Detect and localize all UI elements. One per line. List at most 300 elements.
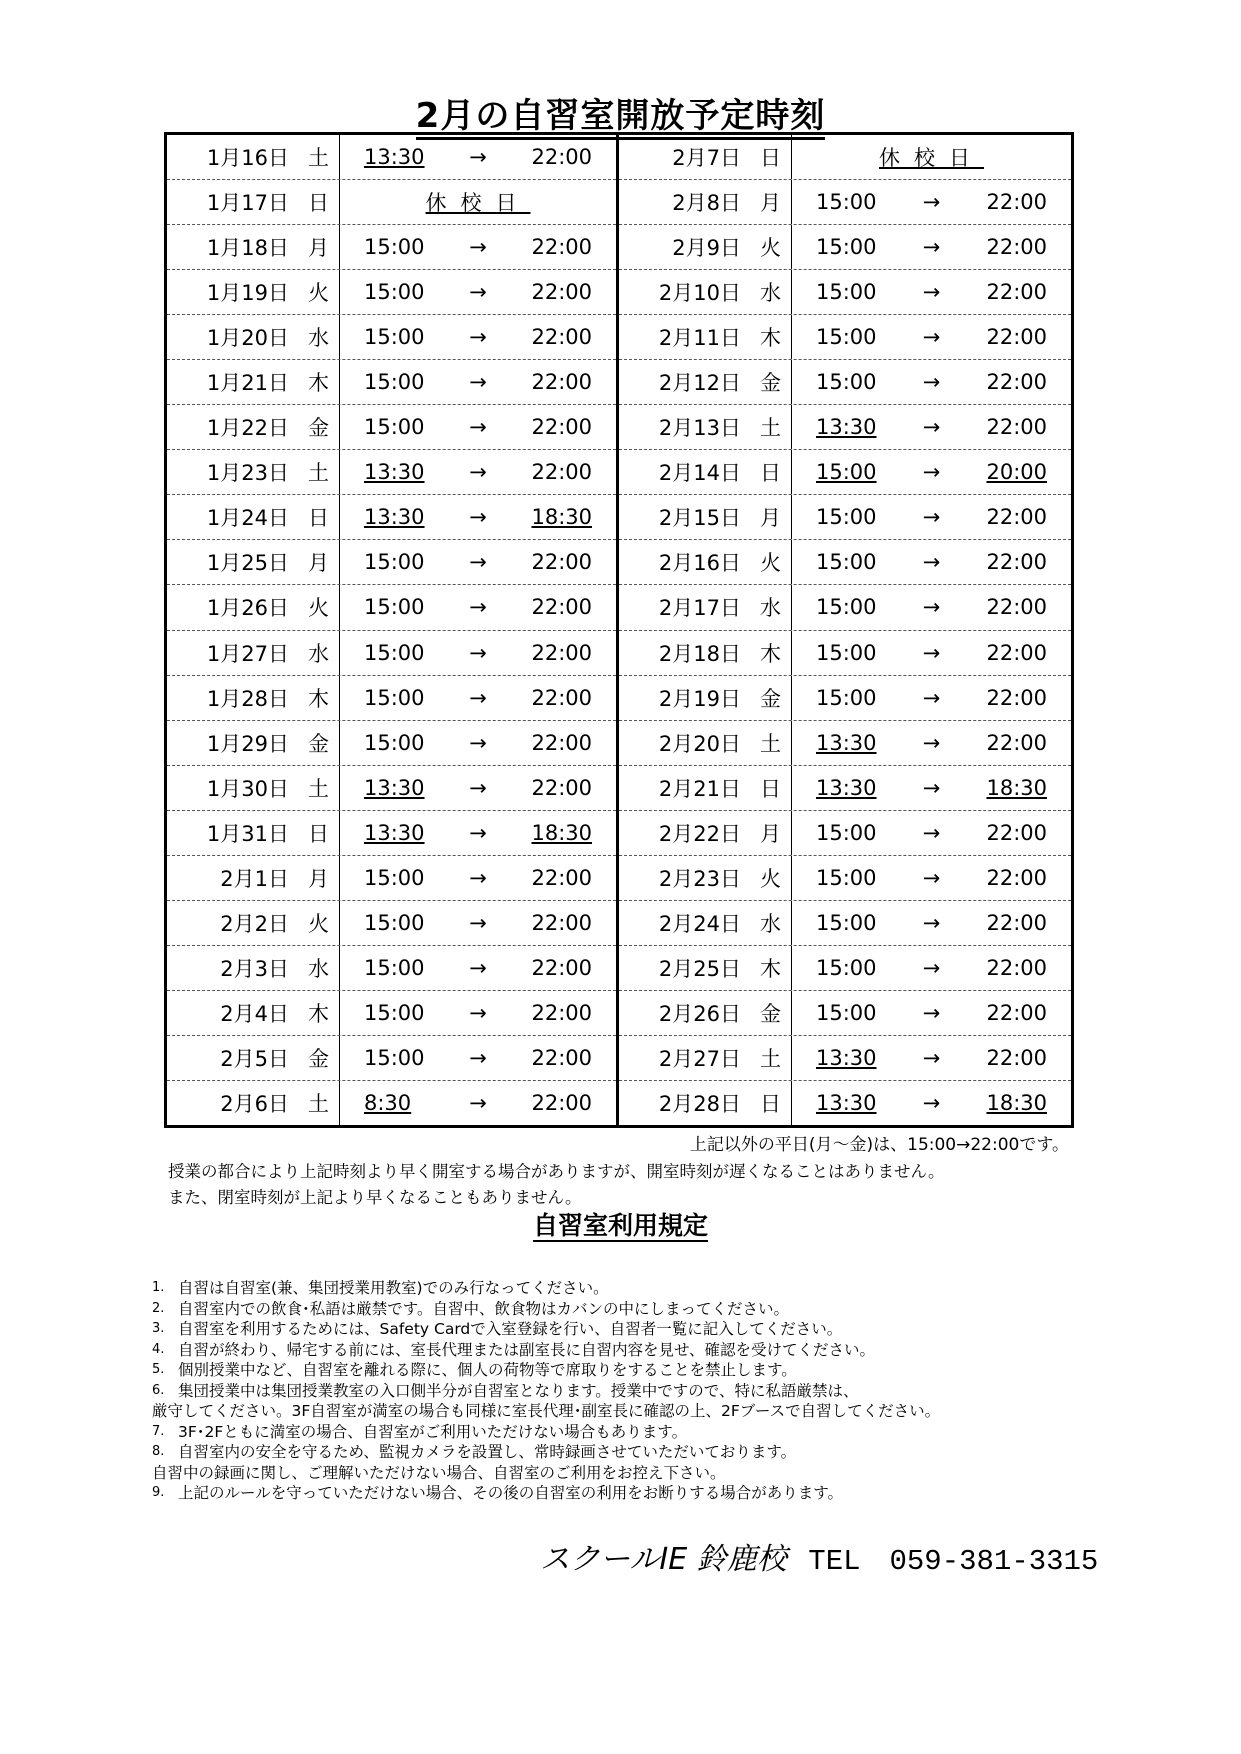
close-time-cell: [957, 550, 1047, 574]
holiday-text: 休校日: [425, 191, 531, 216]
close-time-cell: [502, 505, 592, 529]
schedule-row: [619, 135, 1071, 180]
date: 1月26日: [206, 596, 289, 621]
weekday: 水: [308, 326, 329, 351]
weekday: 日: [308, 191, 329, 216]
close-time-cell: [502, 550, 592, 574]
time-cell: [340, 415, 616, 439]
schedule-row: [619, 450, 1071, 495]
open-time: 15:00: [816, 1000, 877, 1025]
close-time-cell: [502, 911, 592, 935]
schedule-row: [167, 631, 616, 676]
close-time: 22:00: [986, 730, 1047, 755]
schedule-row: [167, 946, 616, 991]
open-time: 15:00: [364, 325, 425, 350]
weekday: 金: [308, 1046, 329, 1071]
open-time: 15:00: [816, 460, 877, 485]
arrow: →: [922, 910, 941, 935]
date: 2月7日: [672, 146, 741, 171]
close-time: 22:00: [986, 235, 1047, 260]
schedule-row: [619, 315, 1071, 360]
arrow: →: [469, 460, 487, 485]
page-title: 2月の自習室開放予定時刻: [0, 88, 1241, 137]
weekday: 木: [760, 326, 781, 351]
close-time-cell: [502, 370, 592, 394]
arrow: →: [469, 1045, 487, 1070]
close-time-cell: [957, 595, 1047, 619]
schedule-column-left: [167, 135, 619, 1125]
date-cell: [619, 946, 792, 990]
arrow: →: [922, 820, 941, 845]
date-cell: [619, 540, 792, 584]
schedule-row: [619, 676, 1071, 721]
close-time: 22:00: [531, 685, 592, 710]
weekday: 月: [760, 506, 781, 531]
close-time: 22:00: [531, 550, 592, 575]
rule-text: 上記のルールを守っていただけない場合、その後の自習室の利用をお断りする場合があります。: [178, 1484, 843, 1502]
close-time: 18:30: [531, 505, 592, 530]
arrow: →: [469, 820, 487, 845]
close-time-cell: [502, 1046, 592, 1070]
close-time: 22:00: [986, 370, 1047, 395]
close-time: 22:00: [986, 505, 1047, 530]
date: 1月27日: [206, 641, 289, 666]
open-time: 15:00: [816, 640, 877, 665]
date: 2月1日: [220, 866, 289, 891]
close-time-cell: [957, 641, 1047, 665]
close-time: 22:00: [531, 235, 592, 260]
arrow: →: [922, 640, 941, 665]
schedule-row: [167, 495, 616, 540]
arrow: →: [922, 955, 941, 980]
date-cell: [167, 270, 340, 314]
date-cell: [619, 1036, 792, 1080]
date: 2月13日: [658, 416, 741, 441]
arrow: →: [469, 415, 487, 440]
date: 2月9日: [672, 236, 741, 261]
schedule-row: [619, 225, 1071, 270]
open-time: 15:00: [364, 235, 425, 260]
arrow: →: [922, 1045, 941, 1070]
close-time-cell: [502, 731, 592, 755]
rule-text: 個別授業中など、自習室を離れる際に、個人の荷物等で席取りをすることを禁止します。: [178, 1361, 797, 1379]
time-cell: [792, 911, 1071, 935]
arrow: →: [469, 865, 487, 890]
time-cell: [340, 1091, 616, 1115]
rule-item: [152, 1319, 940, 1340]
close-time-cell: [502, 1001, 592, 1025]
arrow: →: [922, 1091, 941, 1115]
rule-number: 1.: [152, 1280, 165, 1295]
date-cell: [619, 315, 792, 359]
close-time: 22:00: [531, 640, 592, 665]
date-cell: [167, 180, 340, 224]
weekday: 木: [308, 1001, 329, 1026]
rule-number: 6.: [152, 1382, 165, 1398]
close-time-cell: [957, 911, 1047, 935]
close-time: 22:00: [531, 910, 592, 935]
date-cell: [619, 225, 792, 269]
date-cell: [619, 991, 792, 1035]
close-time: 22:00: [986, 550, 1047, 575]
rule-item: [152, 1360, 940, 1381]
weekday: 火: [308, 281, 329, 306]
date: 1月18日: [206, 236, 289, 261]
close-time: 22:00: [531, 1091, 592, 1115]
rule-number: 5.: [152, 1362, 165, 1377]
date: 2月2日: [220, 911, 289, 936]
close-time: 22:00: [986, 1000, 1047, 1025]
schedule-row: [167, 721, 616, 766]
date: 1月20日: [206, 326, 289, 351]
rule-text: 自習室を利用するためには、Safety Cardで入室登録を行い、自習者一覧に記入してください。: [178, 1320, 843, 1338]
open-time: 15:00: [364, 730, 425, 755]
date-cell: [619, 135, 792, 179]
open-time: 15:00: [816, 595, 877, 620]
weekday: 月: [308, 866, 329, 891]
date: 2月6日: [220, 1092, 289, 1116]
time-cell: [792, 415, 1071, 439]
schedule-row: [619, 180, 1071, 225]
close-time: 22:00: [986, 820, 1047, 845]
rule-item: [152, 1278, 940, 1299]
open-time: 13:30: [364, 820, 425, 845]
time-cell: [340, 280, 616, 304]
close-time-cell: [957, 325, 1047, 349]
weekday: 土: [760, 1046, 781, 1071]
open-time: 15:00: [364, 640, 425, 665]
time-cell: [792, 550, 1071, 574]
schedule-row: [167, 315, 616, 360]
close-time-cell: [957, 686, 1047, 710]
date-cell: [167, 1036, 340, 1080]
close-time-cell: [502, 460, 592, 484]
time-cell: [792, 460, 1071, 484]
schedule-row: [167, 270, 616, 315]
schedule-row: [619, 766, 1071, 811]
open-time: 15:00: [816, 370, 877, 395]
date-cell: [167, 135, 340, 179]
date-cell: [167, 721, 340, 765]
weekday: 木: [308, 371, 329, 396]
date: 2月11日: [658, 326, 741, 351]
weekday: 水: [760, 596, 781, 621]
time-cell: [792, 866, 1071, 890]
time-cell: [340, 866, 616, 890]
rule-text: 集団授業中は集団授業教室の入口側半分が自習室となります。授業中ですので、特に私語厳禁は、: [178, 1381, 859, 1400]
arrow: →: [469, 280, 487, 305]
weekday-note: 上記以外の平日(月～金)は、15:00→22:00です。: [689, 1135, 1069, 1155]
close-time-cell: [502, 325, 592, 349]
time-cell: [792, 821, 1071, 845]
time-cell: [792, 325, 1071, 349]
date: 2月3日: [220, 956, 289, 981]
time-cell: [792, 776, 1071, 800]
schedule-row: [619, 495, 1071, 540]
schedule-table: [164, 132, 1074, 1128]
weekday: 日: [760, 1092, 781, 1116]
date-cell: [167, 450, 340, 494]
date-cell: [619, 901, 792, 945]
close-time: 18:30: [986, 1091, 1047, 1115]
schedule-row: [167, 540, 616, 585]
open-time: 13:30: [364, 775, 425, 800]
date: 2月21日: [658, 776, 741, 801]
date: 1月19日: [206, 281, 289, 306]
open-time: 13:30: [364, 505, 425, 530]
weekday: 金: [308, 731, 329, 756]
close-time-cell: [502, 641, 592, 665]
close-time: 22:00: [531, 325, 592, 350]
weekday: 水: [308, 956, 329, 981]
rule-item: [152, 1299, 940, 1320]
open-time: 15:00: [816, 235, 877, 260]
rule-continuation: 厳守してください。3F自習室が満室の場合も同様に室長代理･副室長に確認の上、2Fブースで自習してください。: [152, 1402, 941, 1420]
schedule-row: [167, 225, 616, 270]
time-cell: [340, 550, 616, 574]
date: 2月28日: [658, 1092, 741, 1116]
date: 2月19日: [658, 686, 741, 711]
date-cell: [167, 225, 340, 269]
date-cell: [619, 495, 792, 539]
date: 2月24日: [658, 911, 741, 936]
open-time: 15:00: [816, 865, 877, 890]
open-time: 13:30: [364, 145, 425, 170]
arrow: →: [469, 1000, 487, 1025]
weekday: 土: [760, 416, 781, 441]
date: 1月31日: [206, 821, 289, 846]
close-time: 18:30: [986, 775, 1047, 800]
rule-item: [152, 1483, 940, 1504]
schedule-row: [619, 721, 1071, 766]
date: 2月18日: [658, 641, 741, 666]
schedule-row: [619, 1036, 1071, 1081]
open-time: 15:00: [816, 955, 877, 980]
date: 1月17日: [206, 191, 289, 216]
open-time: 15:00: [364, 550, 425, 575]
time-cell: [340, 505, 616, 529]
weekday: 金: [760, 686, 781, 711]
close-time-cell: [957, 370, 1047, 394]
open-time: 15:00: [364, 1045, 425, 1070]
rules-list: [152, 1278, 940, 1504]
rule-number: 8.: [152, 1444, 165, 1459]
close-time: 22:00: [986, 955, 1047, 980]
close-time-cell: [502, 686, 592, 710]
schedule-row: [167, 766, 616, 811]
open-time: 13:30: [816, 730, 877, 755]
time-cell: [792, 235, 1071, 259]
close-time-cell: [502, 1091, 592, 1115]
close-time: 22:00: [531, 460, 592, 485]
arrow: →: [922, 460, 941, 485]
close-time: 18:30: [531, 820, 592, 845]
holiday-text: 休校日: [879, 146, 984, 171]
rule-number: 9.: [152, 1485, 165, 1500]
date-cell: [619, 766, 792, 810]
open-time: 13:30: [816, 1091, 877, 1115]
arrow: →: [922, 775, 941, 800]
open-time: 13:30: [816, 775, 877, 800]
date-cell: [167, 315, 340, 359]
weekday: 日: [760, 461, 781, 486]
time-cell: [792, 1046, 1071, 1070]
close-time-cell: [957, 235, 1047, 259]
arrow: →: [922, 685, 941, 710]
weekday: 火: [308, 596, 329, 621]
date: 1月30日: [206, 776, 289, 801]
close-time-cell: [957, 460, 1047, 484]
rule-number: 3.: [152, 1321, 165, 1336]
close-time: 22:00: [531, 730, 592, 755]
rule-item: [152, 1381, 940, 1402]
schedule-row: [167, 180, 616, 225]
date-cell: [619, 585, 792, 629]
weekday: 火: [760, 551, 781, 576]
time-cell: [792, 686, 1071, 710]
date: 2月5日: [220, 1046, 289, 1071]
arrow: →: [922, 730, 941, 755]
schedule-row: [619, 946, 1071, 991]
weekday: 火: [760, 236, 781, 261]
weekday: 月: [760, 191, 781, 216]
weekday: 日: [308, 506, 329, 531]
arrow: →: [922, 595, 941, 620]
close-time-cell: [957, 505, 1047, 529]
time-cell: [340, 460, 616, 484]
close-time: 22:00: [986, 190, 1047, 215]
rule-text: 自習室内での飲食･私語は厳禁です。自習中、飲食物はカバンの中にしまってください。: [178, 1299, 790, 1318]
date: 1月25日: [206, 551, 289, 576]
open-time: 15:00: [364, 1000, 425, 1025]
time-cell: [792, 505, 1071, 529]
weekday: 土: [308, 776, 329, 801]
arrow: →: [922, 865, 941, 890]
close-time-cell: [502, 776, 592, 800]
date: 2月22日: [658, 821, 741, 846]
open-time: 15:00: [816, 550, 877, 575]
arrow: →: [922, 415, 941, 440]
close-time-cell: [957, 956, 1047, 980]
footer: [540, 1534, 1098, 1578]
time-cell: [340, 686, 616, 710]
close-time: 22:00: [986, 595, 1047, 620]
weekday: 火: [308, 911, 329, 936]
date-cell: [167, 405, 340, 449]
time-cell: [340, 776, 616, 800]
note-line-2: また、閉室時刻が上記より早くなることもありません。: [168, 1188, 582, 1207]
close-time-cell: [502, 866, 592, 890]
weekday: 金: [760, 1001, 781, 1026]
schedule-row: [167, 991, 616, 1036]
time-cell: [792, 956, 1071, 980]
close-time-cell: [957, 821, 1047, 845]
schedule-row: [619, 270, 1071, 315]
close-time-cell: [957, 776, 1047, 800]
weekday: 木: [308, 686, 329, 711]
close-time-cell: [957, 1001, 1047, 1025]
close-time: 22:00: [986, 640, 1047, 665]
time-cell: [792, 190, 1071, 214]
open-time: 15:00: [816, 820, 877, 845]
open-time: 15:00: [816, 325, 877, 350]
close-time: 22:00: [531, 865, 592, 890]
weekday: 日: [760, 146, 781, 171]
date-cell: [167, 585, 340, 629]
close-time: 22:00: [531, 280, 592, 305]
close-time: 22:00: [531, 370, 592, 395]
time-cell: [340, 145, 616, 169]
time-cell: [792, 280, 1071, 304]
weekday: 日: [308, 821, 329, 846]
arrow: →: [469, 775, 487, 800]
time-cell: [792, 1091, 1071, 1115]
date-cell: [167, 495, 340, 539]
arrow: →: [922, 190, 941, 215]
schedule-row: [619, 991, 1071, 1036]
weekday: 木: [760, 641, 781, 666]
open-time: 15:00: [816, 280, 877, 305]
date: 1月23日: [206, 461, 289, 486]
date: 2月12日: [658, 371, 741, 396]
date: 2月14日: [658, 461, 741, 486]
rule-text: 自習は自習室(兼、集団授業用教室)でのみ行なってください。: [178, 1279, 609, 1297]
date-cell: [619, 631, 792, 675]
open-time: 15:00: [364, 865, 425, 890]
arrow: →: [469, 145, 487, 170]
schedule-column-right: [619, 135, 1071, 1125]
weekday: 月: [308, 551, 329, 576]
rule-text: 自習が終わり、帰宅する前には、室長代理または副室長に自習内容を見せ、確認を受けてください。: [178, 1340, 876, 1359]
date-cell: [167, 766, 340, 810]
arrow: →: [469, 640, 487, 665]
close-time: 22:00: [986, 280, 1047, 305]
schedule-row: [167, 676, 616, 721]
weekday: 日: [760, 776, 781, 801]
time-cell: [340, 911, 616, 935]
schedule-row: [619, 1081, 1071, 1125]
time-cell: [340, 821, 616, 845]
date: 2月15日: [658, 506, 741, 531]
close-time: 22:00: [986, 415, 1047, 440]
note-line-1: 授業の都合により上記時刻より早く開室する場合がありますが、開室時刻が遅くなることはありません。: [168, 1162, 945, 1181]
rule-item: [152, 1422, 940, 1443]
weekday: 金: [760, 371, 781, 396]
weekday: 木: [760, 956, 781, 981]
open-time: 15:00: [364, 280, 425, 305]
schedule-row: [619, 405, 1071, 450]
open-time: 13:30: [364, 460, 425, 485]
close-time-cell: [957, 731, 1047, 755]
close-time-cell: [502, 235, 592, 259]
date-cell: [167, 540, 340, 584]
date: 1月28日: [206, 686, 289, 711]
close-time-cell: [957, 280, 1047, 304]
date-cell: [619, 180, 792, 224]
date-cell: [619, 360, 792, 404]
rule-text: 3F･2Fともに満室の場合、自習室がご利用いただけない場合もあります。: [178, 1422, 688, 1441]
close-time-cell: [502, 821, 592, 845]
date-cell: [619, 450, 792, 494]
open-time: 15:00: [364, 910, 425, 935]
close-time-cell: [502, 145, 592, 169]
schedule-row: [167, 856, 616, 901]
open-time: 8:30: [364, 1091, 412, 1115]
schedule-row: [167, 1036, 616, 1081]
date-cell: [167, 991, 340, 1035]
close-time-cell: [957, 1046, 1047, 1070]
school-name: スクールIE 鈴鹿校: [540, 1542, 787, 1577]
